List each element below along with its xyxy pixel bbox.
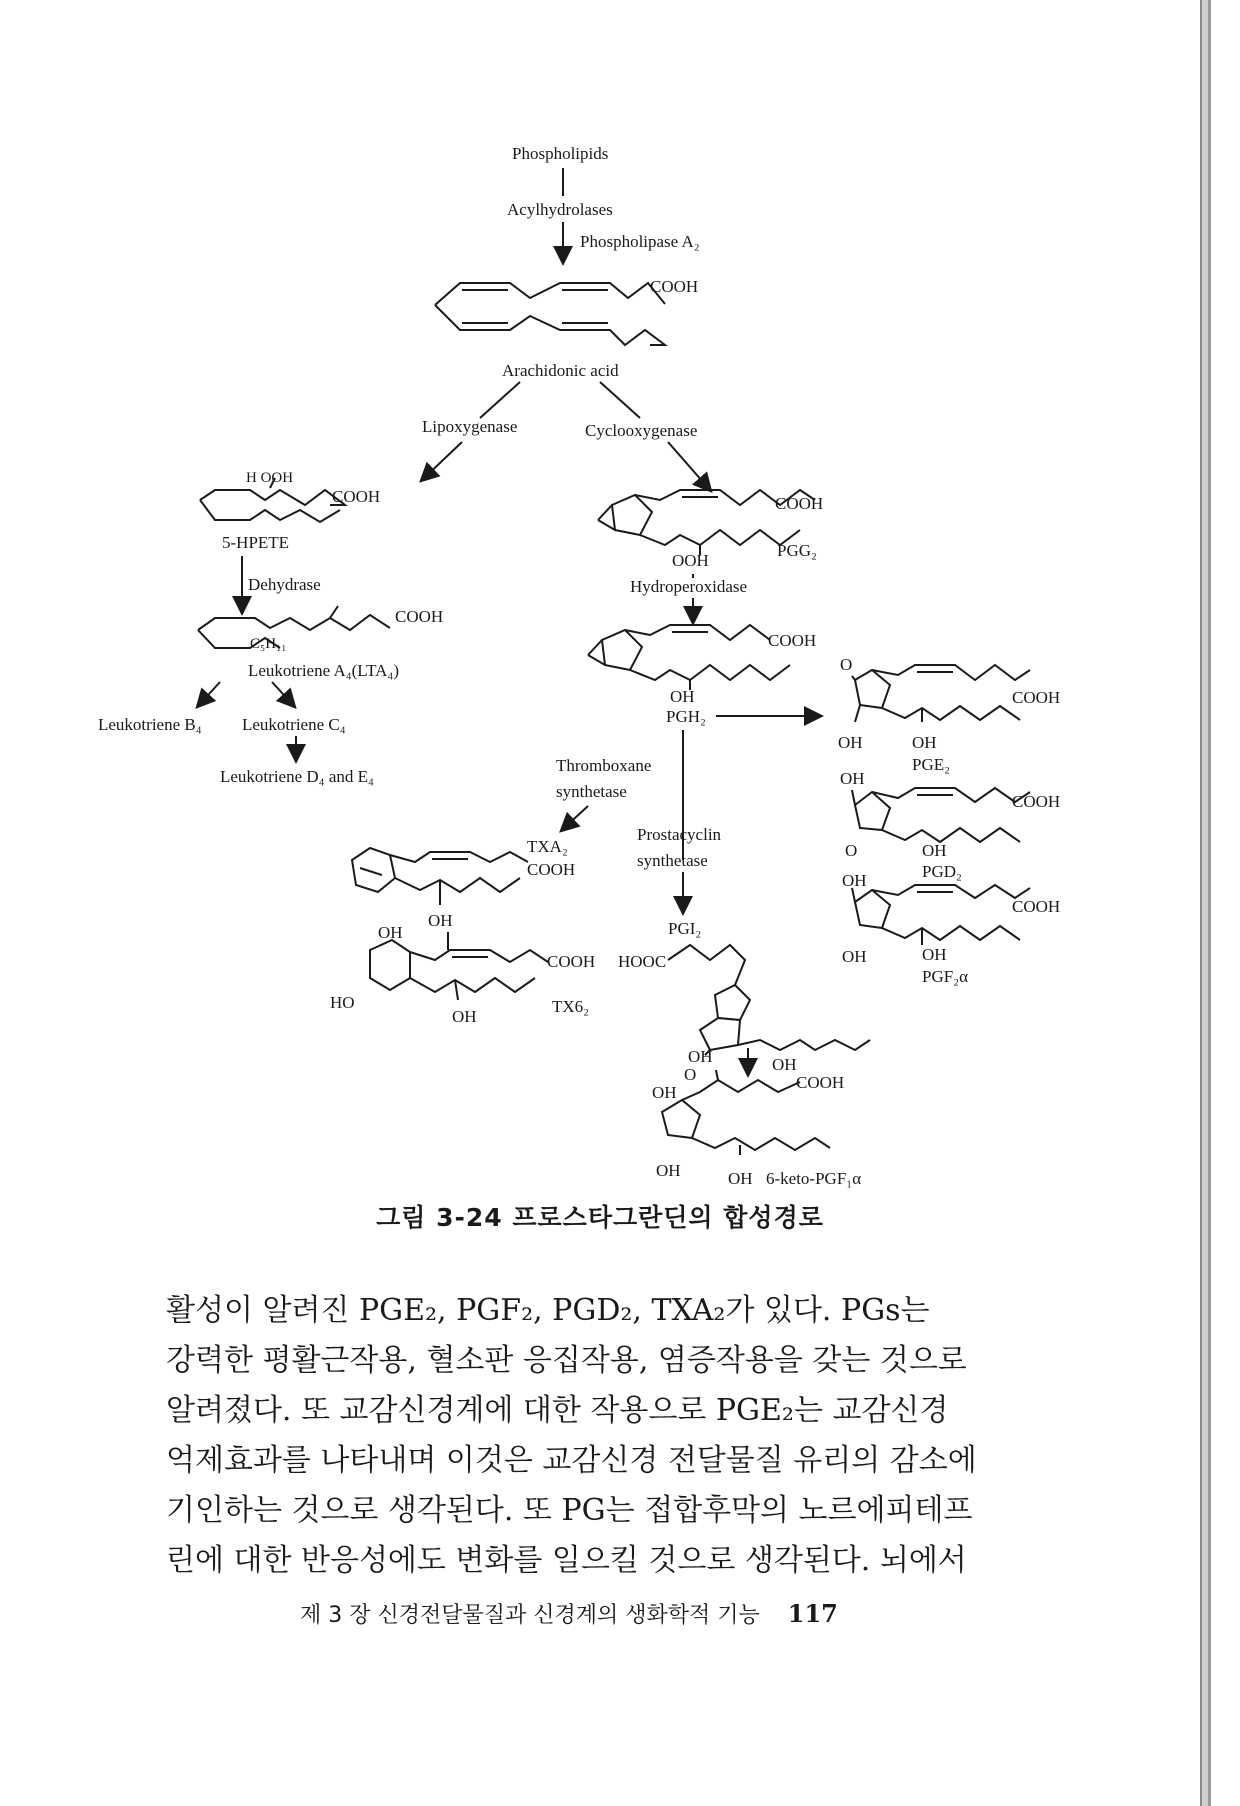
page-footer xyxy=(300,1598,1000,1629)
page-number: 117 xyxy=(787,1599,838,1628)
phospholipids-label: Phospholipids xyxy=(512,144,609,163)
ltb4-label: Leukotriene B₄ xyxy=(98,715,202,734)
acylhydrolases-label: Acylhydrolases xyxy=(507,200,613,219)
arrow-ltc4 xyxy=(272,682,294,706)
keto-oh2-label: OH xyxy=(656,1161,681,1180)
pgd2-structure xyxy=(852,788,1030,842)
pgi2-oh1-label: OH xyxy=(688,1047,713,1066)
pgi2-hooc-label: HOOC xyxy=(618,952,667,971)
pgg2-label: PGG₂ xyxy=(777,541,817,560)
pgf2a-structure xyxy=(852,885,1030,945)
pge2-oh1-label: OH xyxy=(838,733,863,752)
pgg2-cooh-label: COOH xyxy=(775,494,824,513)
pgg2-ooh-label: OOH xyxy=(672,551,709,570)
body-line: 강력한 평활근작용, 혈소판 응집작용, 염증작용을 갖는 것으로 xyxy=(166,1343,967,1378)
txb2-cooh-label: COOH xyxy=(547,952,596,971)
arrow-cyclooxygenase xyxy=(668,442,710,490)
prostacyclin-synthetase-label-1: Prostacyclin xyxy=(637,825,722,844)
pgi2-structure xyxy=(668,945,870,1055)
arachidonic-acid-structure xyxy=(435,283,665,345)
cyclooxygenase-label: Cyclooxygenase xyxy=(585,421,698,440)
pgf2-label: PGF₂α xyxy=(922,967,969,986)
figure-caption: 그림 3-24 프로스타그란딘의 합성경로 xyxy=(376,1203,824,1232)
pgi2-oh2-label: OH xyxy=(772,1055,797,1074)
hpete-cooh-label: COOH xyxy=(332,487,381,506)
arrow-ltb4 xyxy=(198,682,220,706)
hpete-label: 5-HPETE xyxy=(222,533,290,552)
pgf2-cooh-label: COOH xyxy=(1012,897,1061,916)
body-line: 알려졌다. 또 교감신경계에 대한 작용으로 PGE₂는 교감신경 xyxy=(166,1393,949,1428)
pgf2-oh3-label: OH xyxy=(922,945,947,964)
pgd2-oh2-label: OH xyxy=(922,841,947,860)
pge2-cooh-label: COOH xyxy=(1012,688,1061,707)
hydroperoxidase-label: Hydroperoxidase xyxy=(630,577,748,596)
lta4-cooh-label: COOH xyxy=(395,607,444,626)
branch-left xyxy=(480,382,520,418)
keto-label: 6-keto-PGF₁α xyxy=(766,1169,862,1188)
txa2-oh-label: OH xyxy=(428,911,453,930)
keto-o-label: O xyxy=(684,1065,697,1084)
pge2-structure xyxy=(852,665,1030,722)
txa2-cooh-label: COOH xyxy=(527,860,576,879)
txb2-structure xyxy=(370,940,548,1000)
txb2-ho-label: HO xyxy=(330,993,355,1012)
ltd4e4-label: Leukotriene D₄ and E₄ xyxy=(220,767,374,786)
hpete-h-ooh-label: H OOH xyxy=(246,470,294,486)
pgh2-label: PGH₂ xyxy=(666,707,706,726)
body-line: 활성이 알려진 PGE₂, PGF₂, PGD₂, TXA₂가 있다. PGs는 xyxy=(166,1293,930,1328)
pgh2-oh-label: OH xyxy=(670,687,695,706)
phospholipase-label: Phospholipase A₂ xyxy=(580,232,700,251)
prostacyclin-synthetase-label-2: synthetase xyxy=(637,851,708,870)
lta4-label: Leukotriene A₄(LTA₄) xyxy=(248,661,400,680)
branch-right xyxy=(600,382,640,418)
keto-oh1-label: OH xyxy=(652,1083,677,1102)
pgh2-structure xyxy=(588,625,790,690)
pge2-label: PGE₂ xyxy=(912,755,951,774)
pge2-oh2-label: OH xyxy=(912,733,937,752)
body-line: 억제효과를 나타내며 이것은 교감신경 전달물질 유리의 감소에 xyxy=(166,1443,977,1478)
pgd2-cooh-label: COOH xyxy=(1012,792,1061,811)
arrow-lipoxygenase xyxy=(422,442,462,480)
txa2-structure xyxy=(352,848,528,905)
body-line: 린에 대한 반응성에도 변화를 일으킬 것으로 생각된다. 뇌에서 xyxy=(166,1543,967,1578)
pgd2-label: PGD₂ xyxy=(922,862,962,881)
txb2-label: TX6₂ xyxy=(552,997,590,1016)
pgf2-oh2-label: OH xyxy=(842,947,867,966)
ltc4-label: Leukotriene C₄ xyxy=(242,715,346,734)
dehydrase-label: Dehydrase xyxy=(248,575,321,594)
pgh2-cooh-label: COOH xyxy=(768,631,817,650)
chapter-title: 제 3 장 신경전달물질과 신경계의 생화학적 기능 xyxy=(300,1603,760,1628)
thromboxane-synthetase-label-1: Thromboxane xyxy=(556,756,652,775)
txb2-oh-label: OH xyxy=(378,923,403,942)
body-text xyxy=(166,1286,1006,1586)
txb2-oh2-label: OH xyxy=(452,1007,477,1026)
keto-cooh-label: COOH xyxy=(796,1073,845,1092)
c5h11-label: C₅H₁₁ xyxy=(250,636,287,652)
pgd2-o-label: O xyxy=(845,841,858,860)
txa2-label: TXA₂ xyxy=(527,837,568,856)
lipoxygenase-label: Lipoxygenase xyxy=(422,417,518,436)
thromboxane-synthetase-label-2: synthetase xyxy=(556,782,627,801)
pgd2-oh-label: OH xyxy=(840,769,865,788)
keto-oh3-label: OH xyxy=(728,1169,753,1188)
aa-cooh-label: COOH xyxy=(650,277,699,296)
arachidonic-acid-label: Arachidonic acid xyxy=(502,361,619,380)
body-line: 기인하는 것으로 생각된다. 또 PG는 접합후막의 노르에피테프 xyxy=(166,1493,973,1528)
arrow-txa2 xyxy=(562,806,588,830)
pgi2-label: PGI₂ xyxy=(668,919,702,938)
lta4-structure xyxy=(198,606,390,648)
pge2-o-label: O xyxy=(840,655,853,674)
pgf2-oh-label: OH xyxy=(842,871,867,890)
